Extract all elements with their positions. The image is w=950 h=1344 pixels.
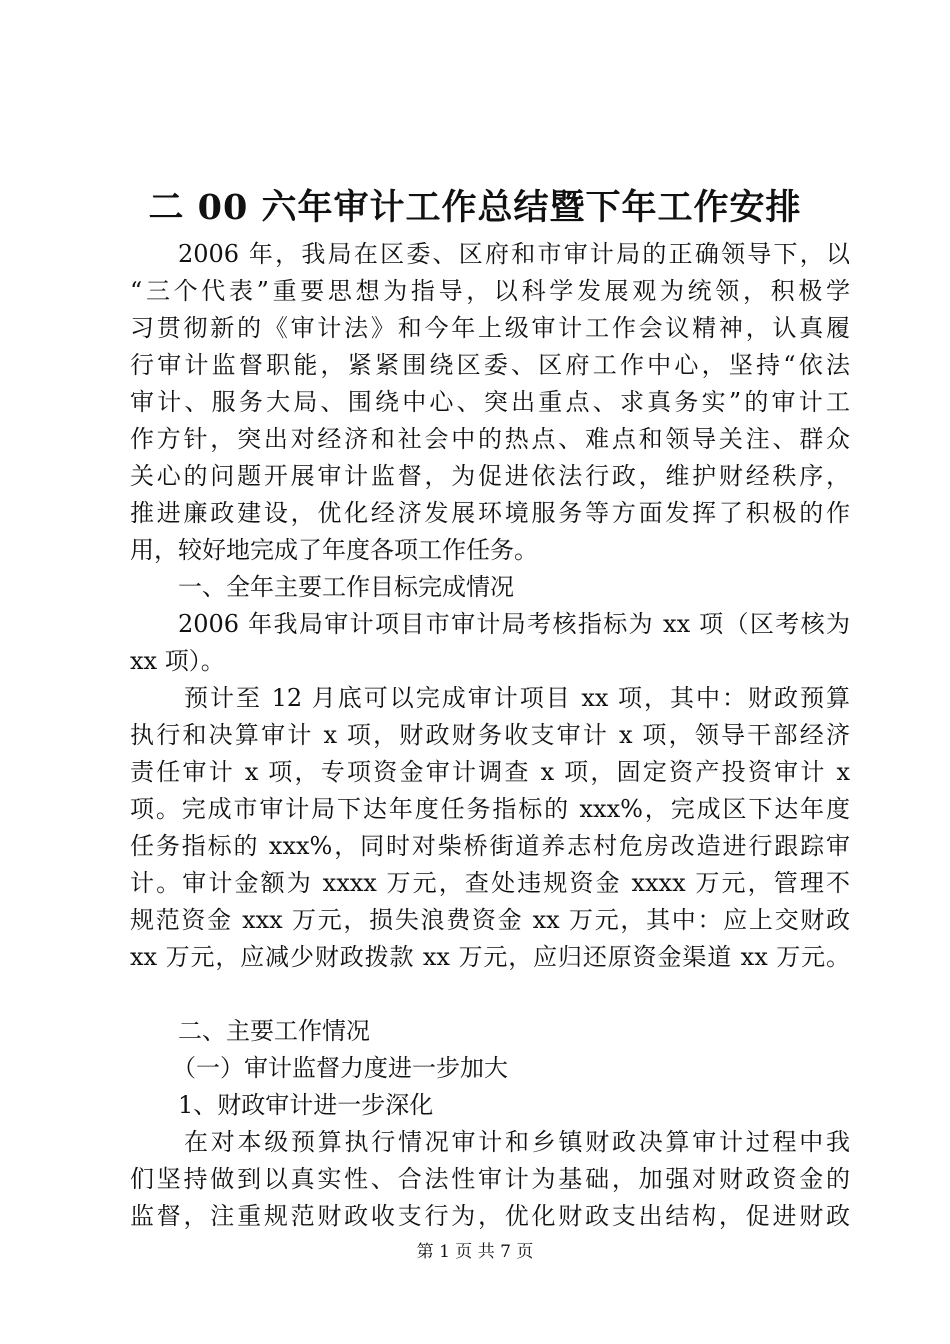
paragraph-line: 项。完成市审计局下达年度任务指标的 xxx%，完成区下达年度 xyxy=(130,795,850,823)
section-heading: 一、全年主要工作目标完成情况 xyxy=(178,573,514,601)
paragraph-line: 规范资金 xxx 万元，损失浪费资金 xx 万元，其中：应上交财政 xyxy=(130,906,850,934)
paragraph-line: 任务指标的 xxx%，同时对柴桥街道养志村危房改造进行跟踪审 xyxy=(130,832,850,860)
paragraph-line: 们坚持做到以真实性、合法性审计为基础，加强对财政资金的 xyxy=(130,1165,850,1193)
paragraph-line: 审计、服务大局、围绕中心、突出重点、求真务实”的审计工 xyxy=(130,388,850,416)
paragraph-line: 作方针，突出对经济和社会中的热点、难点和领导关注、群众 xyxy=(130,425,850,453)
paragraph-line: 预计至 12 月底可以完成审计项目 xx 项，其中：财政预算 xyxy=(184,684,850,712)
section-heading: 二、主要工作情况 xyxy=(178,1017,370,1045)
subsection-heading: （一）审计监督力度进一步加大 xyxy=(172,1054,508,1082)
paragraph-line: 计。审计金额为 xxxx 万元，查处违规资金 xxxx 万元，管理不 xyxy=(130,869,850,897)
paragraph-line: xx 万元，应减少财政拨款 xx 万元，应归还原资金渠道 xx 万元。 xyxy=(130,943,850,971)
subsection-heading: 1、财政审计进一步深化 xyxy=(178,1091,434,1119)
paragraph-line: 习贯彻新的《审计法》和今年上级审计工作会议精神，认真履 xyxy=(130,314,850,342)
page-footer: 第 1 页 共 7 页 xyxy=(416,1242,534,1262)
paragraph-line: xx 项）。 xyxy=(130,647,225,675)
paragraph-line: 责任审计 x 项，专项资金审计调查 x 项，固定资产投资审计 x xyxy=(130,758,850,786)
paragraph-line: 关心的问题开展审计监督，为促进依法行政，维护财经秩序， xyxy=(130,462,850,490)
document-title: 二 00 六年审计工作总结暨下年工作安排 xyxy=(148,187,802,228)
paragraph-line: 推进廉政建设，优化经济发展环境服务等方面发挥了积极的作 xyxy=(130,499,850,527)
paragraph-line: 用，较好地完成了年度各项工作任务。 xyxy=(130,536,538,564)
paragraph-line: 在对本级预算执行情况审计和乡镇财政决算审计过程中我 xyxy=(184,1128,850,1156)
paragraph-line: 执行和决算审计 x 项，财政财务收支审计 x 项，领导干部经济 xyxy=(130,721,850,749)
paragraph-line: 行审计监督职能，紧紧围绕区委、区府工作中心，坚持“依法 xyxy=(130,351,850,379)
paragraph-line: “三个代表”重要思想为指导，以科学发展观为统领，积极学 xyxy=(130,277,850,305)
paragraph-line: 2006 年，我局在区委、区府和市审计局的正确领导下，以 xyxy=(178,240,850,268)
paragraph-line: 监督，注重规范财政收支行为，优化财政支出结构，促进财政 xyxy=(130,1202,850,1230)
paragraph-line: 2006 年我局审计项目市审计局考核指标为 xx 项（区考核为 xyxy=(178,610,850,638)
